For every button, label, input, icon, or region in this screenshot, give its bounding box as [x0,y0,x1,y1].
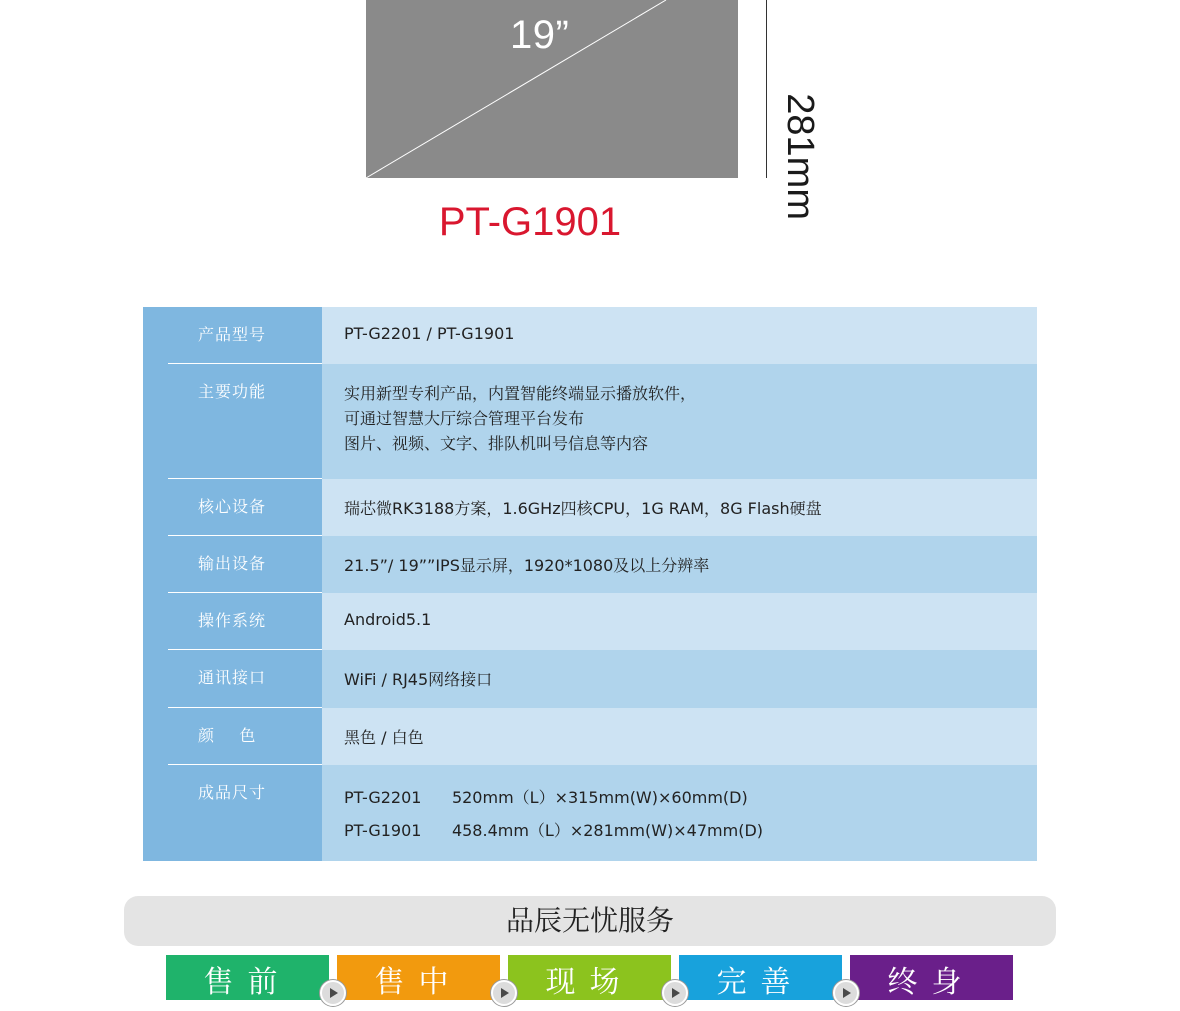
spec-label-cell [168,650,322,708]
arrow-right-icon [833,980,859,1006]
service-step-onsite: 现场 [508,955,671,1000]
model-name: PT-G1901 [438,200,622,244]
spec-label: 核心设备 [198,497,267,516]
spec-label-cell [168,364,322,479]
spec-label-cell [168,307,322,364]
service-step-improve: 完善 [679,955,842,1000]
screen-size-label: 19” [510,13,570,57]
spec-label: 颜 色 [198,726,257,745]
arrow-right-icon [662,980,688,1006]
spec-value-cell [322,479,1037,536]
spec-row-model [143,307,1037,364]
spec-value-cell [322,593,1037,650]
spec-value-cell [322,364,1037,479]
service-step-lifetime: 终身 [850,955,1013,1000]
spec-row-function [143,364,1037,479]
spec-label-cell [168,536,322,593]
spec-label: 成品尺寸 [198,783,267,802]
spec-value-line: PT-G2201 520mm（L）×315mm(W)×60mm(D) [344,788,748,807]
spec-label: 主要功能 [198,382,267,401]
spec-value-line: PT-G1901 458.4mm（L）×281mm(W)×47mm(D) [344,821,764,840]
spec-value-cell [322,536,1037,593]
spec-row-dimensions [143,765,1037,861]
spec-row-os [143,593,1037,650]
spec-table [143,307,1037,861]
spec-row-output [143,536,1037,593]
spec-value-line: 可通过智慧大厅综合管理平台发布 [344,409,585,428]
service-step-insale: 售中 [337,955,500,1000]
spec-row-interface [143,650,1037,708]
spec-label-cell [168,479,322,536]
spec-value-line: PT-G2201 / PT-G1901 [344,324,515,343]
spec-label: 输出设备 [198,554,267,573]
arrow-right-icon [491,980,517,1006]
service-step-presale: 售前 [166,955,329,1000]
spec-value-line: 瑞芯微RK3188方案，1.6GHz四核CPU，1G RAM，8G Flash硬盘 [344,499,822,518]
spec-label-cell [168,765,322,861]
spec-value-cell [322,708,1037,765]
spec-value-line: 21.5”/ 19””IPS显示屏，1920*1080及以上分辨率 [344,556,710,575]
arrow-right-icon [320,980,346,1006]
spec-row-core [143,479,1037,536]
spec-label: 产品型号 [198,325,267,344]
height-dimension-label [779,0,821,220]
spec-value-line: WiFi / RJ45网络接口 [344,670,493,689]
spec-label-cell [168,593,322,650]
spec-label: 操作系统 [198,611,267,630]
spec-row-color [143,708,1037,765]
spec-value-cell [322,307,1037,364]
height-dimension-text: 281mm [779,93,821,220]
spec-value-line: Android5.1 [344,610,432,629]
spec-value-line: 黑色 / 白色 [344,728,424,747]
spec-label: 通讯接口 [198,668,267,687]
spec-label-cell [168,708,322,765]
dimension-line [766,0,767,178]
spec-value-cell [322,650,1037,708]
service-title-bar: 品辰无忧服务 [124,896,1056,946]
spec-value-line: 实用新型专利产品，内置智能终端显示播放软件， [344,384,697,403]
spec-value-cell [322,765,1037,861]
spec-value-line: 图片、视频、文字、排队机叫号信息等内容 [344,434,649,453]
